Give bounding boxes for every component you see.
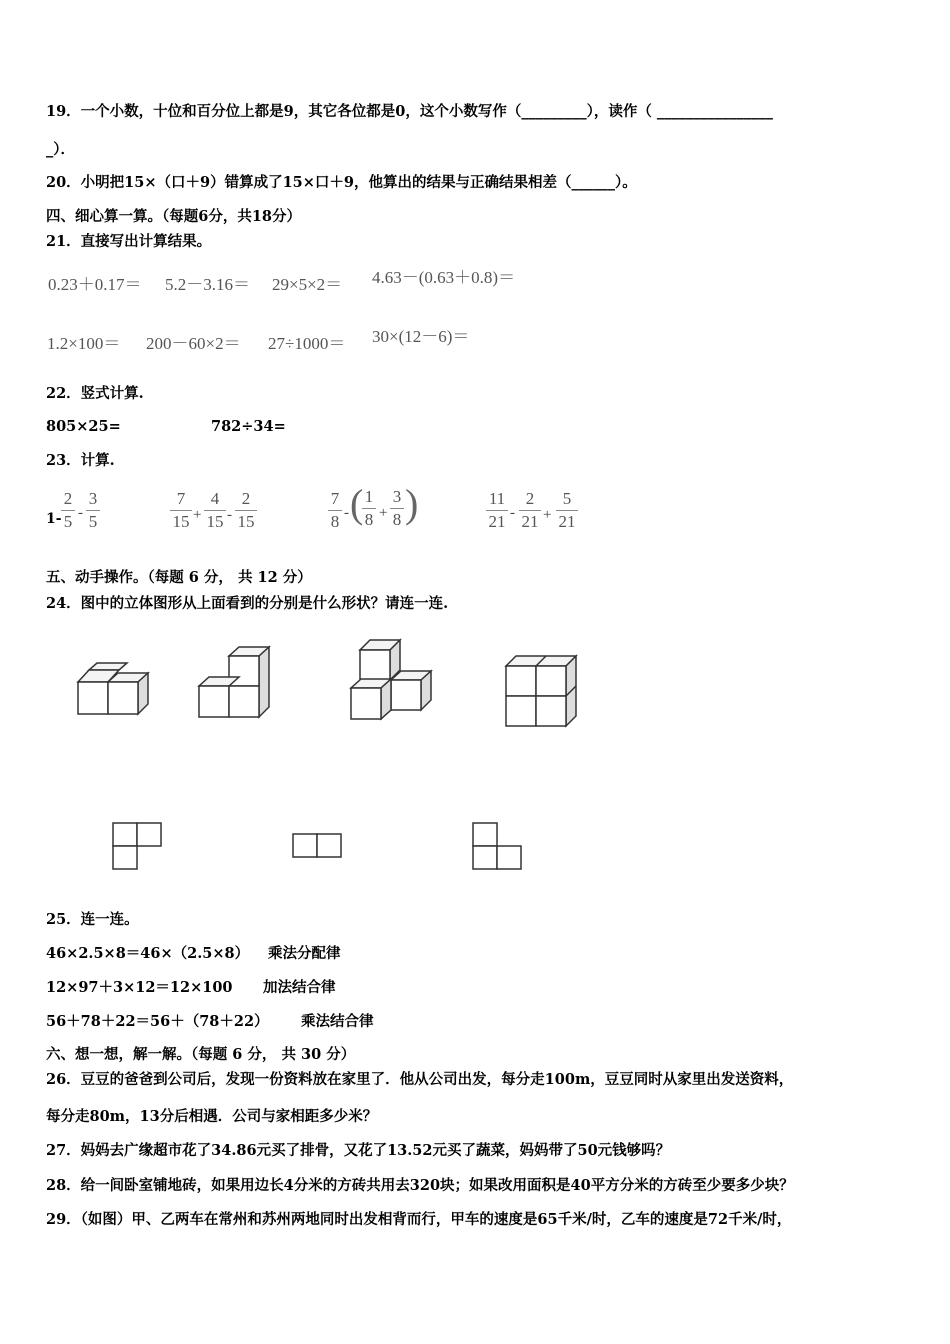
operator: - (344, 505, 349, 521)
top-view-1-icon (113, 823, 161, 869)
top-view-3-icon (473, 823, 521, 869)
fraction: $\frac{7}{15}$ (170, 488, 192, 533)
q23-e1-lead: 1- (46, 511, 62, 527)
q21-expr: 200－60×2＝ (146, 334, 241, 353)
fraction: $\frac{3}{5}$ (86, 488, 100, 533)
solid-3-icon (351, 640, 431, 719)
q25-law: 乘法分配律 (268, 945, 341, 962)
fraction: $\frac{4}{15}$ (204, 488, 226, 533)
q21-expr: 0.23＋0.17＝ (48, 275, 142, 294)
q21-expr: 27÷1000＝ (268, 334, 346, 353)
fraction: $\frac{2}{15}$ (235, 488, 257, 533)
q28-text: 28．给一间卧室铺地砖，如果用边长4分米的方砖共用去320块；如果改用面积是40平方分米的方砖至少要多少块？ (46, 1177, 794, 1194)
q27-text: 27．妈妈去广缘超市花了34.86元买了排骨，又花了13.52元买了蔬菜，妈妈带了50元钱够吗？ (46, 1142, 671, 1159)
solid-1-icon (78, 663, 148, 714)
q25-law: 加法结合律 (263, 979, 336, 996)
q21-expr: 29×5×2＝ (272, 275, 343, 294)
q23-title: 23．计算. (46, 452, 115, 469)
fraction: $\frac{11}{21}$ (486, 488, 508, 533)
q21-expr: 4.63－(0.63＋0.8)＝ (372, 268, 516, 287)
q22-item: 805×25= (46, 418, 121, 435)
q26-line1: 26．豆豆的爸爸到公司后，发现一份资料放在家里了．他从公司出发，每分走100m，豆豆同时从家里出发送资料， (46, 1071, 794, 1088)
operator: - (78, 505, 83, 521)
solid-4-icon (506, 656, 576, 726)
operator: + (193, 507, 202, 523)
fraction: $\frac{2}{21}$ (519, 488, 541, 533)
q24-figures (0, 630, 950, 890)
operator: - (227, 507, 232, 523)
q25-title: 25．连一连。 (46, 911, 139, 928)
q21-expr: 1.2×100＝ (47, 334, 121, 353)
right-paren: ) (405, 481, 419, 526)
q24-text: 24．图中的立体图形从上面看到的分别是什么形状？请连一连. (46, 595, 449, 612)
q21-title: 21．直接写出计算结果。 (46, 233, 212, 250)
solid-2-icon (199, 647, 269, 717)
q29-text: 29．（如图）甲、乙两车在常州和苏州两地同时出发相背而行，甲车的速度是65千米/时，乙车的速度是72千米/时， (46, 1211, 792, 1228)
fraction: $\frac{5}{21}$ (556, 488, 578, 533)
q20-text: 20．小明把15×（口＋9）错算成了15×口＋9，他算出的结果与正确结果相差（______）。 (46, 174, 637, 191)
q25-law: 乘法结合律 (301, 1013, 374, 1030)
q22-title: 22．竖式计算. (46, 385, 144, 402)
section-4-heading: 四、细心算一算。（每题6分，共18分） (46, 208, 302, 225)
operator: + (543, 507, 552, 523)
left-paren: ( (350, 481, 364, 526)
q21-expr: 30×(12－6)＝ (372, 327, 470, 346)
q25-expr: 12×97＋3×12＝12×100 (46, 979, 233, 996)
q26-line2: 每分走80m，13分后相遇．公司与家相距多少米？ (46, 1108, 378, 1125)
fraction: $\frac{1}{8}$ (362, 486, 376, 531)
q25-expr: 46×2.5×8＝46×（2.5×8） (46, 945, 250, 962)
section-6-heading: 六、想一想，解一解。（每题 6 分， 共 30 分） (46, 1046, 356, 1063)
q22-item: 782÷34= (211, 418, 286, 435)
operator: + (379, 505, 388, 521)
fraction: $\frac{7}{8}$ (328, 488, 342, 533)
q25-expr: 56＋78＋22＝56＋（78＋22） (46, 1013, 269, 1030)
fraction: $\frac{2}{5}$ (61, 488, 75, 533)
q19-line1: 19．一个小数，十位和百分位上都是9，其它各位都是0，这个小数写作（_________），读作（ ________________ (46, 103, 773, 120)
fraction: $\frac{3}{8}$ (390, 486, 404, 531)
operator: - (510, 505, 515, 521)
q19-line2: _）． (46, 141, 75, 158)
section-5-heading: 五、动手操作。（每题 6 分， 共 12 分） (46, 569, 312, 586)
top-view-2-icon (293, 834, 341, 857)
q21-expr: 5.2－3.16＝ (165, 275, 250, 294)
